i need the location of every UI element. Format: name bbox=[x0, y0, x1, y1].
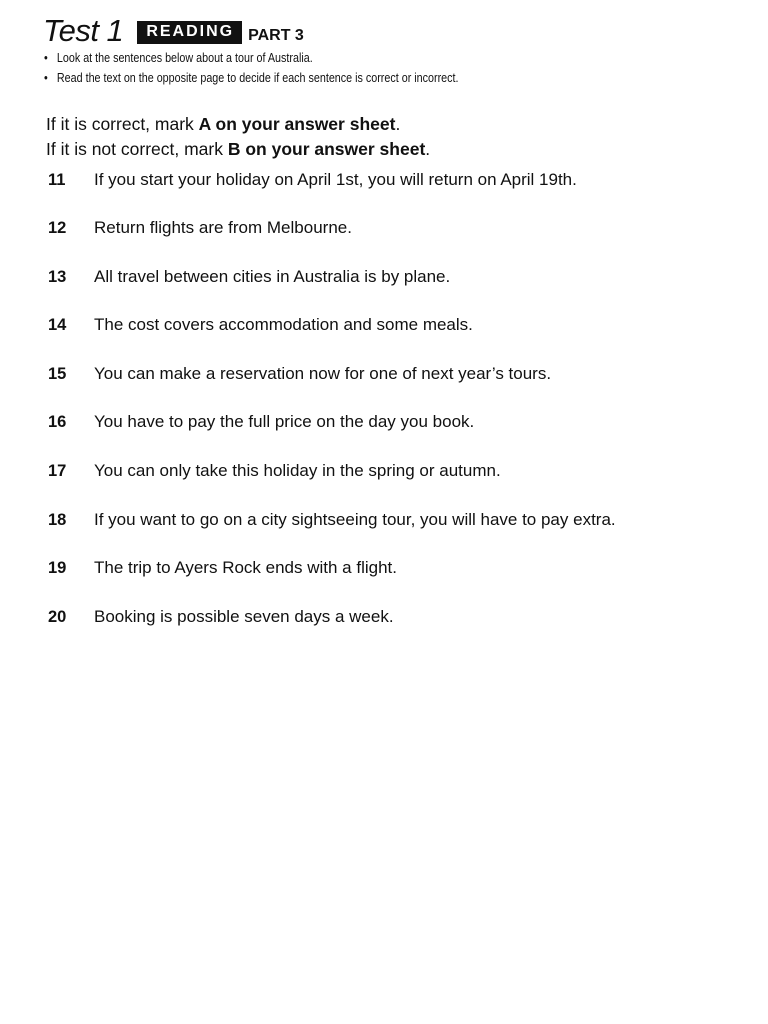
question-item bbox=[48, 605, 748, 629]
rule-end: . bbox=[425, 139, 431, 159]
question-item bbox=[48, 265, 748, 289]
question-number: 19 bbox=[48, 559, 67, 577]
question-text: If you want to go on a city sightseeing tour, you will have to pay extra. bbox=[94, 510, 616, 529]
question-text: Return flights are from Melbourne. bbox=[94, 218, 352, 237]
question-item bbox=[48, 216, 748, 240]
question-number: 20 bbox=[48, 608, 67, 626]
question-text: You can only take this holiday in the spring or autumn. bbox=[94, 461, 501, 480]
rule-suffix: on your answer sheet bbox=[210, 114, 396, 134]
rule-mark: B bbox=[227, 139, 241, 159]
question-number: 15 bbox=[48, 365, 67, 383]
rule-prefix: If it is not correct, mark bbox=[46, 139, 228, 159]
question-number: 14 bbox=[48, 316, 67, 334]
question-text: You can make a reservation now for one of next year’s tours. bbox=[94, 364, 552, 383]
question-number: 13 bbox=[48, 268, 67, 286]
question-text: Booking is possible seven days a week. bbox=[94, 607, 394, 626]
question-text: The trip to Ayers Rock ends with a flight. bbox=[94, 558, 397, 577]
answer-rules bbox=[46, 112, 430, 162]
question-text: All travel between cities in Australia is by plane. bbox=[94, 267, 451, 286]
question-number: 18 bbox=[48, 511, 67, 529]
page-header bbox=[43, 14, 304, 48]
question-item bbox=[48, 410, 748, 434]
question-number: 12 bbox=[48, 219, 67, 237]
bullet-icon: • bbox=[44, 51, 48, 65]
rule-correct bbox=[46, 112, 430, 137]
question-item bbox=[48, 313, 748, 337]
question-number: 16 bbox=[48, 413, 67, 431]
question-item bbox=[48, 362, 748, 386]
question-item bbox=[48, 508, 748, 532]
question-number: 11 bbox=[48, 171, 66, 189]
question-text: You have to pay the full price on the day you book. bbox=[94, 412, 475, 431]
rule-incorrect bbox=[46, 137, 430, 162]
instructions bbox=[44, 50, 504, 86]
rule-end: . bbox=[395, 114, 401, 134]
instruction-item bbox=[44, 70, 513, 86]
question-item bbox=[48, 459, 748, 483]
question-text: The cost covers accommodation and some meals. bbox=[94, 315, 473, 334]
instruction-text: Read the text on the opposite page to decide if each sentence is correct or incorrect. bbox=[56, 71, 459, 85]
bullet-icon: • bbox=[44, 71, 48, 85]
test-title: Test 1 bbox=[43, 13, 124, 48]
question-text: If you start your holiday on April 1st, you will return on April 19th. bbox=[94, 170, 577, 189]
instruction-text: Look at the sentences below about a tour of Australia. bbox=[56, 51, 313, 65]
rule-mark: A bbox=[198, 114, 211, 134]
part-label: PART 3 bbox=[248, 27, 304, 44]
question-number: 17 bbox=[48, 462, 67, 480]
question-item bbox=[48, 556, 748, 580]
rule-suffix: on your answer sheet bbox=[240, 139, 426, 159]
instruction-item bbox=[44, 50, 504, 66]
question-item bbox=[48, 168, 748, 192]
rule-prefix: If it is correct, mark bbox=[46, 114, 199, 134]
section-badge: READING bbox=[137, 21, 242, 44]
